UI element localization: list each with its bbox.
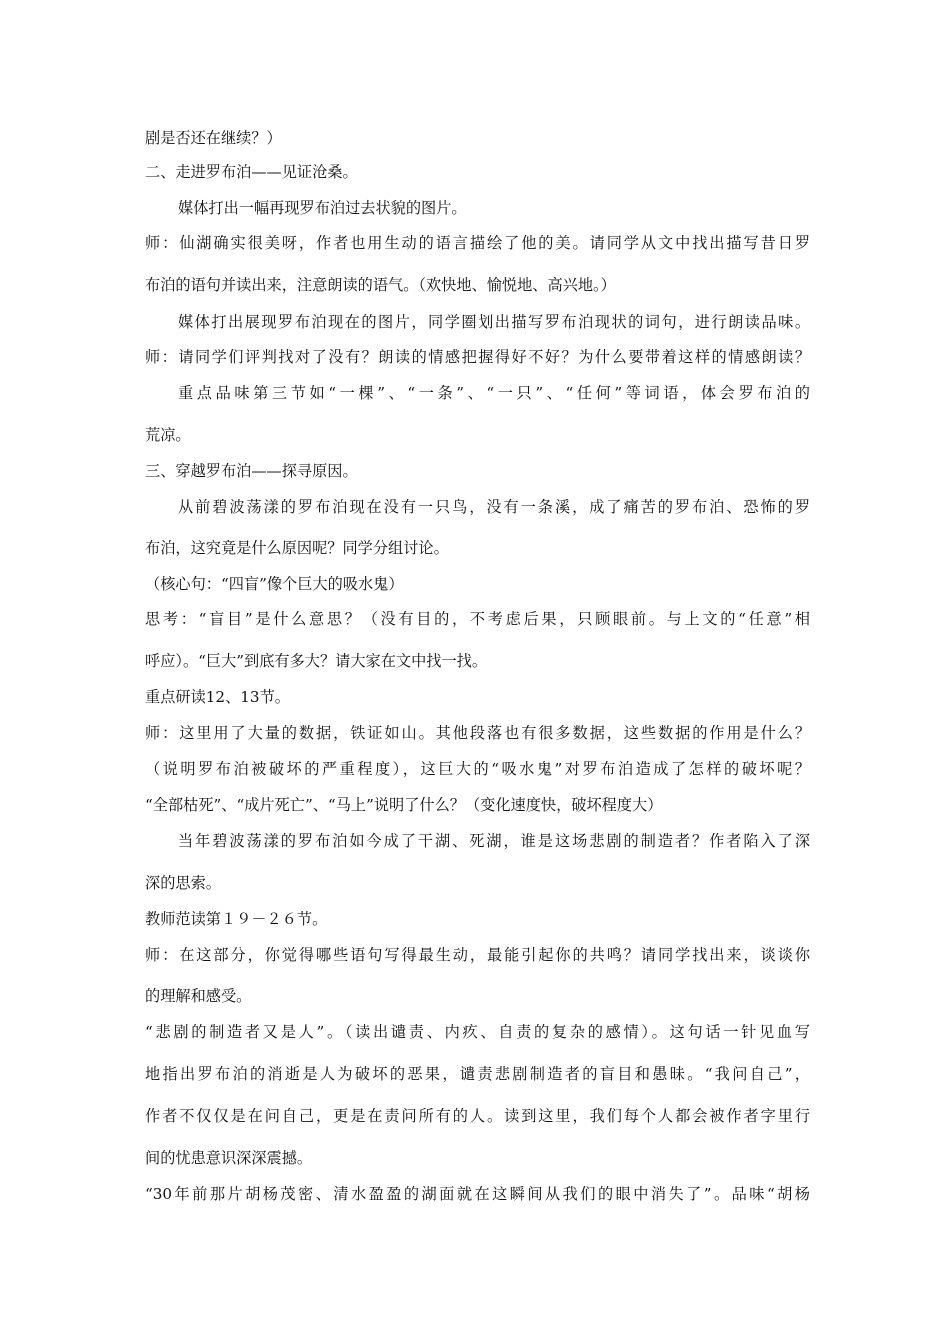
text-line: 重点研读12、13节。: [145, 688, 290, 706]
text-line: 重点品味第三节如“一棵”、“一条”、“一只”、“任何”等词语，体会罗布泊的: [178, 384, 810, 402]
text-line: 师：请同学们评判找对了没有？朗读的情感把握得好不好？为什么要带着这样的情感朗读？: [145, 348, 810, 366]
text-line: 思考：“盲目”是什么意思？（没有目的，不考虑后果，只顾眼前。与上文的“任意”相: [145, 610, 810, 628]
text-line: 从前碧波荡漾的罗布泊现在没有一只鸟，没有一条溪，成了痛苦的罗布泊、恐怖的罗: [178, 498, 810, 516]
text-line: 间的忧患意识深深震撼。: [145, 1149, 313, 1167]
text-line: 布泊，这究竟是什么原因呢？同学分组讨论。: [145, 539, 449, 557]
section-heading: 二、走进罗布泊——见证沧桑。: [145, 163, 358, 181]
text-line: （核心句：“四盲”像个巨大的吸水鬼）: [145, 575, 404, 593]
text-line: 师：在这部分，你觉得哪些语句写得最生动，最能引起你的共鸣？请同学找出来，谈谈你: [145, 946, 810, 964]
text-line: 的理解和感受。: [145, 987, 252, 1005]
text-line: 师：这里用了大量的数据，铁证如山。其他段落也有很多数据，这些数据的作用是什么？: [145, 724, 810, 742]
text-line: 媒体打出展现罗布泊现在的图片，同学圈划出描写罗布泊现状的词句，进行朗读品味。: [178, 313, 810, 331]
text-line: 荒凉。: [145, 426, 191, 444]
text-line: 教师范读第１９－２６节。: [145, 910, 328, 928]
text-line: 深的思索。: [145, 874, 221, 892]
text-line: “全部枯死”、“成片死亡”、“马上”说明了什么？（变化速度快，破坏程度大）: [145, 796, 663, 814]
section-heading: 三、穿越罗布泊——探寻原因。: [145, 462, 358, 480]
text-line: 布泊的语句并读出来，注意朗读的语气。（欢快地、愉悦地、高兴地。）: [145, 276, 616, 294]
text-line: 呼应）。“巨大”到底有多大？请大家在文中找一找。: [145, 652, 488, 670]
text-line: 当年碧波荡漾的罗布泊如今成了干湖、死湖，谁是这场悲剧的制造者？作者陷入了深: [178, 832, 810, 850]
text-line: “30年前那片胡杨茂密、清水盈盈的湖面就在这瞬间从我们的眼中消失了”。品味“胡杨: [145, 1185, 810, 1203]
text-line: 地指出罗布泊的消逝是人为破坏的恶果，谴责悲剧制造者的盲目和愚昧。“我问自己”，: [145, 1065, 810, 1083]
text-line: （说明罗布泊被破坏的严重程度），这巨大的“吸水鬼”对罗布泊造成了怎样的破坏呢？: [145, 760, 810, 778]
text-line: 媒体打出一幅再现罗布泊过去状貌的图片。: [178, 199, 467, 217]
text-line: “悲剧的制造者又是人”。（读出谴责、内疚、自责的复杂的感情）。这句话一针见血写: [145, 1023, 810, 1041]
text-line: 师：仙湖确实很美呀，作者也用生动的语言描绘了他的美。请同学从文中找出描写昔日罗: [145, 234, 810, 252]
text-line: 剧是否还在继续？）: [145, 129, 282, 147]
text-line: 作者不仅仅是在问自己，更是在责问所有的人。读到这里，我们每个人都会被作者字里行: [145, 1107, 810, 1125]
